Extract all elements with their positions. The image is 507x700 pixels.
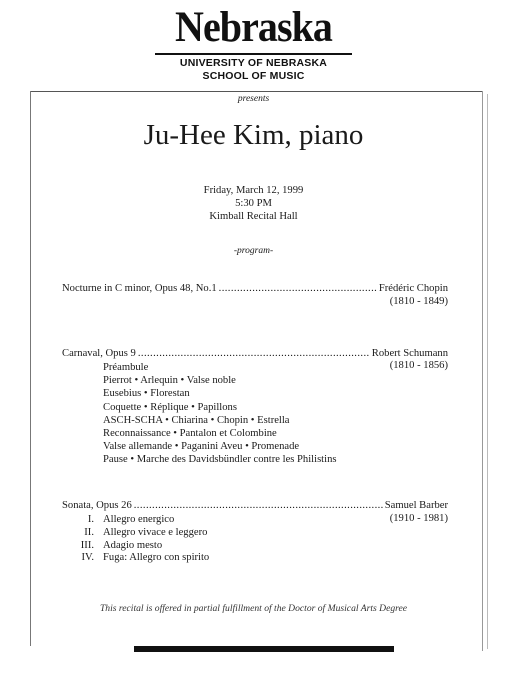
school-name: SCHOOL OF MUSIC (202, 70, 305, 82)
frame-top-border (30, 91, 482, 92)
composer-dates: (1810 - 1849) (389, 296, 448, 307)
logo-underline (155, 53, 352, 55)
movement-number: III. (80, 540, 94, 551)
movement-line: Valse allemande • Paganini Aveu • Promenade (103, 441, 300, 453)
movement-line: ASCH-SCHA • Chiarina • Chopin • Estrella (103, 414, 290, 426)
bottom-scan-bar (134, 646, 394, 652)
event-venue: Kimball Recital Hall (209, 211, 298, 222)
program-entry (62, 283, 448, 297)
piece-title: Nocturne in C minor, Opus 48, No.1 (62, 283, 217, 294)
university-name: UNIVERSITY OF NEBRASKA (179, 57, 328, 69)
nebraska-logo: Nebraska (175, 4, 332, 51)
piece-title: Sonata, Opus 26 (62, 500, 132, 511)
movement-line: Reconnaissance • Pantalon et Colombine (103, 428, 277, 440)
dot-leader (134, 500, 383, 511)
composer-name: Robert Schumann (371, 348, 448, 359)
degree-note: This recital is offered in partial fulfillment of the Doctor of Musical Arts Degree (99, 603, 408, 614)
event-time: 5:30 PM (235, 198, 272, 209)
frame-right-shadow (487, 94, 488, 649)
composer-dates: (1810 - 1856) (389, 360, 448, 371)
movement-name: Allegro vivace e leggero (103, 527, 208, 538)
dot-leader (219, 283, 377, 294)
dot-leader (138, 348, 370, 359)
movement-list (103, 361, 337, 467)
movement-line: Pause • Marche des Davidsbündler contre les Philistins (103, 454, 337, 466)
movement-name: Adagio mesto (103, 540, 163, 551)
composer-name: Frédéric Chopin (378, 283, 448, 294)
presents-label: presents (237, 94, 270, 104)
movement-name: Fuga: Allegro con spirito (103, 552, 210, 563)
movement-number: II. (84, 527, 94, 538)
movement-number: I. (87, 514, 94, 525)
movement-number: IV. (81, 552, 94, 563)
event-date: Friday, March 12, 1999 (203, 185, 304, 196)
piece-title: Carnaval, Opus 9 (62, 348, 136, 359)
composer-dates: (1910 - 1981) (389, 513, 448, 524)
movement-line: Préambule (103, 362, 149, 373)
composer-name: Samuel Barber (384, 500, 448, 511)
frame-left-border (30, 91, 31, 646)
movement-line: Eusebius • Florestan (103, 388, 190, 400)
performer-title: Ju-Hee Kim, piano (143, 119, 364, 151)
program-entry (62, 500, 448, 514)
movement-line: Pierrot • Arlequin • Valse noble (103, 375, 236, 387)
movement-name: Allegro energico (103, 514, 175, 525)
program-heading: -program- (233, 246, 274, 256)
frame-right-border (482, 91, 483, 651)
movement-line: Coquette • Réplique • Papillons (103, 401, 237, 413)
